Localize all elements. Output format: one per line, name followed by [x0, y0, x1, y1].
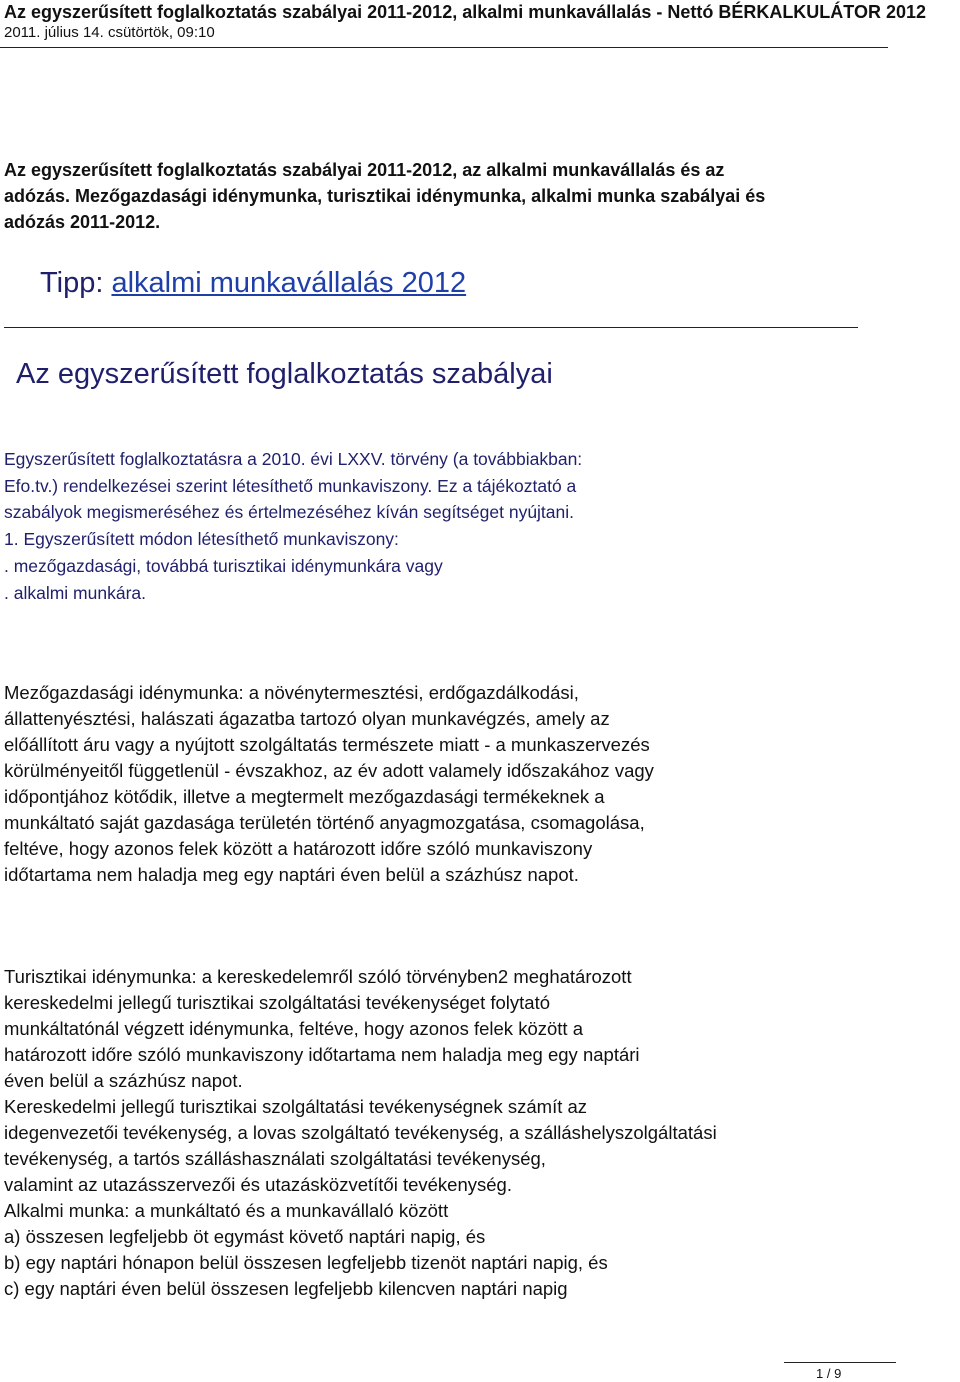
list-item: . alkalmi munkára. [4, 582, 146, 603]
paragraph-line: kereskedelmi jellegű turisztikai szolgáltatási tevékenységet folytató [4, 992, 551, 1013]
paragraph-line: előállított áru vagy a nyújtott szolgáltatás természete miatt - a munkaszervezés [4, 734, 650, 755]
paragraph-line: éven belül a százhúsz napot. [4, 1070, 243, 1091]
paragraph-line: Alkalmi munka: a munkáltató és a munkavállaló között [4, 1200, 449, 1221]
header-divider [0, 47, 888, 48]
list-item: a) összesen legfeljebb öt egymást követő naptári napig, és [4, 1226, 486, 1247]
intro-line: adózás. Mezőgazdasági idénymunka, turisztikai idénymunka, alkalmi munka szabályai és [4, 186, 766, 206]
paragraph-line: munkáltatónál végzett idénymunka, feltéve, hogy azonos felek között a [4, 1018, 583, 1039]
list-item: . mezőgazdasági, továbbá turisztikai idénymunkára vagy [4, 555, 443, 576]
list-item: c) egy naptári éven belül összesen legfeljebb kilencven naptári napig [4, 1278, 568, 1299]
paragraph-line: Efo.tv.) rendelkezései szerint létesíthető munkaviszony. Ez a tájékoztató a [4, 475, 577, 496]
paragraph-line: Egyszerűsített foglalkoztatásra a 2010. évi LXXV. törvény (a továbbiakban: [4, 449, 583, 469]
paragraph-line: munkáltató saját gazdasága területén történő anyagmozgatása, csomagolása, [4, 812, 645, 833]
tip-line [40, 264, 466, 302]
paragraph-line: feltéve, hogy azonos felek között a határozott időre szóló munkaviszony [4, 838, 593, 859]
tourism-seasonal-work-block [4, 964, 904, 1302]
paragraph-line: idegenvezetői tevékenység, a lovas szolgáltató tevékenység, a szálláshelyszolgáltatási [4, 1122, 717, 1143]
agricultural-seasonal-work-block [4, 680, 904, 888]
paragraph-line: szabályok megismeréséhez és értelmezéséhez kíván segítséget nyújtani. [4, 502, 575, 523]
paragraph-line: időpontjához kötődik, illetve a megtermelt mezőgazdasági termékeknek a [4, 786, 605, 807]
paragraph-line: Turisztikai idénymunka: a kereskedelemről szóló törvényben2 meghatározott [4, 966, 632, 987]
section-divider [4, 327, 858, 328]
section-heading: Az egyszerűsített foglalkoztatás szabályai [16, 358, 553, 390]
publish-date: 2011. július 14. csütörtök, 09:10 [4, 24, 215, 41]
paragraph-line: valamint az utazásszervezői és utazásközvetítői tevékenység. [4, 1174, 512, 1195]
list-heading: 1. Egyszerűsített módon létesíthető munkaviszony: [4, 529, 399, 550]
paragraph-line: körülményeitől függetlenül - évszakhoz, az év adott valamely időszakához vagy [4, 760, 654, 781]
paragraph-line: időtartama nem haladja meg egy naptári éven belül a százhúsz napot. [4, 864, 579, 885]
paragraph-line: Mezőgazdasági idénymunka: a növénytermesztési, erdőgazdálkodási, [4, 682, 579, 703]
tip-link[interactable]: alkalmi munkavállalás 2012 [111, 267, 467, 299]
page-number: 1 / 9 [816, 1366, 842, 1381]
tip-prefix: Tipp: [40, 267, 104, 299]
intro-summary [4, 157, 904, 235]
paragraph-line: Kereskedelmi jellegű turisztikai szolgáltatási tevékenységnek számít az [4, 1096, 588, 1117]
intro-line: Az egyszerűsített foglalkoztatás szabályai 2011-2012, az alkalmi munkavállalás és az [4, 160, 725, 180]
legal-basis-block [4, 446, 904, 606]
list-item: b) egy naptári hónapon belül összesen legfeljebb tizenöt naptári napig, és [4, 1252, 608, 1273]
paragraph-line: határozott időre szóló munkaviszony időtartama nem haladja meg egy naptári [4, 1044, 640, 1065]
footer-divider [784, 1362, 896, 1363]
intro-line: adózás 2011-2012. [4, 212, 161, 232]
paragraph-line: tevékenység, a tartós szálláshasználati szolgáltatási tevékenység, [4, 1148, 546, 1169]
paragraph-line: állattenyésztési, halászati ágazatba tartozó olyan munkavégzés, amely az [4, 708, 610, 729]
document-title: Az egyszerűsített foglalkoztatás szabályai 2011-2012, alkalmi munkavállalás - Nettó BÉRKALKULÁTOR 2012 [4, 2, 927, 22]
